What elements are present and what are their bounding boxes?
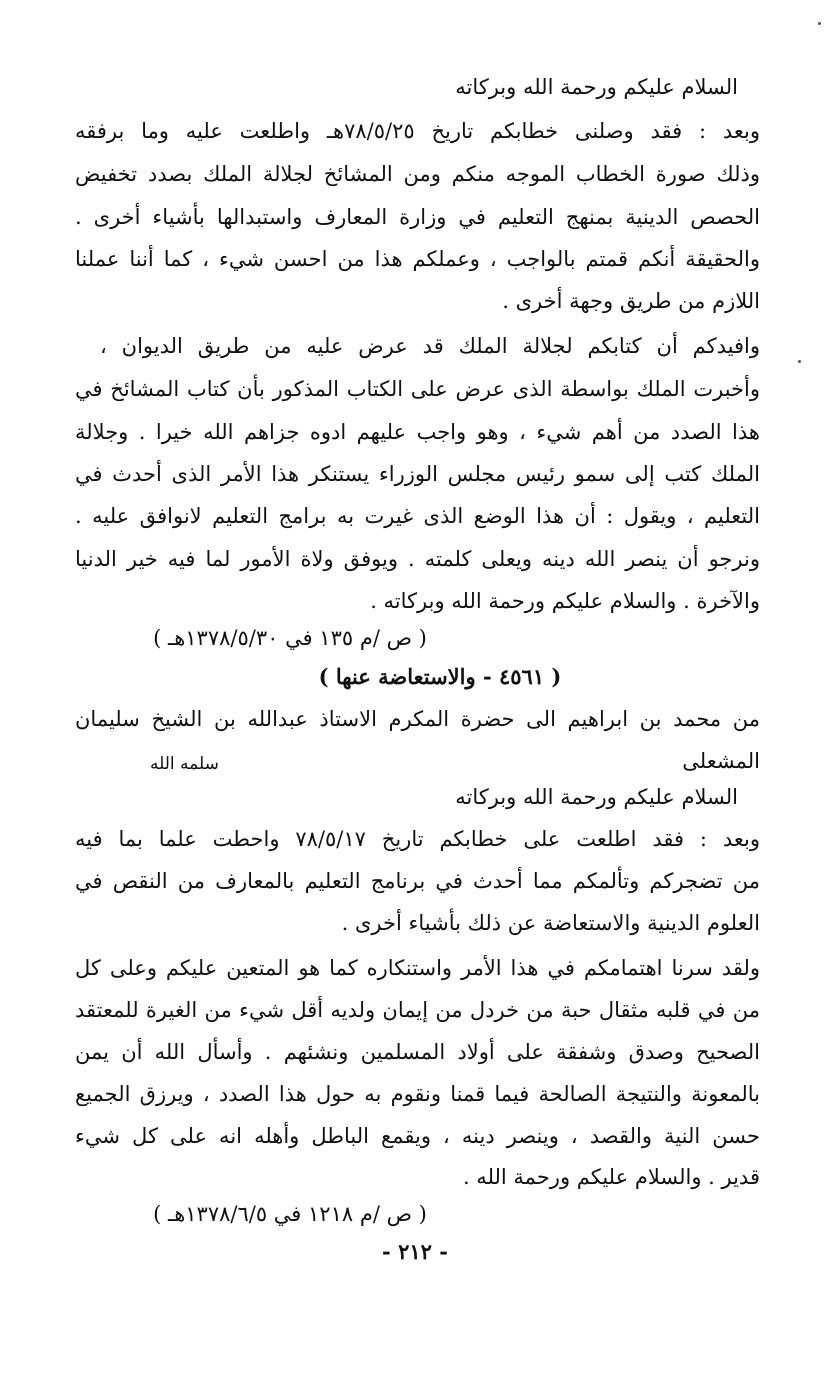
scan-speck (798, 360, 801, 363)
letter2-para1-line2: من تضجركم وتألمكم مما أحدث في برنامج التعليم بالمعارف من النقص في (75, 869, 760, 893)
letter2-header-line2: المشعلى (682, 749, 760, 773)
letter1-para2-line2: وأخبرت الملك بواسطة الذى عرض على الكتاب المذكور بأن كتاب المشائخ في (75, 377, 760, 401)
letter1-para1-line5: اللازم من طريق وجهة أخرى . (502, 289, 760, 313)
letter1-para1-line2: وذلك صورة الخطاب الموجه منكم ومن المشائخ لجلالة الملك بصدد تخفيض (75, 162, 760, 186)
letter2-para2-line6: قدير . والسلام عليكم ورحمة الله . (462, 1165, 760, 1189)
letter1-para1-line4: والحقيقة أنكم قمتم بالواجب ، وعملكم هذا من احسن شيء ، كما أننا عملنا (75, 247, 760, 271)
letter1-para2-line4: الملك كتب إلى سمو رئيس مجلس الوزراء يستنكر هذا الأمر الذى أحدث في (75, 462, 760, 486)
letter1-reference: ( ص /م ١٣٥ في ١٣٧٨/٥/٣٠هـ ) (153, 626, 427, 650)
letter1-para1-line3: الحصص الدينية بمنهج التعليم في وزارة المعارف واستبدالها بأشياء أخرى . (75, 205, 760, 229)
letter2-para2-line4: بالمعونة والنتيجة الصالحة فيما قمنا ونقوم به حول هذا الصدد ، ويرزق الجميع (75, 1082, 760, 1106)
letter2-header-line1: من محمد بن ابراهيم الى حضرة المكرم الاستاذ عبدالله بن الشيخ سليمان (75, 707, 760, 731)
letter1-para2-line1: وافيدكم أن كتابكم لجلالة الملك قد عرض عليه من طريق الديوان ، (100, 334, 760, 358)
letter2-para1-line1: وبعد : فقد اطلعت على خطابكم تاريخ ٧٨/٥/١٧ واحطت علما بما فيه (75, 827, 760, 851)
greeting-1: السلام عليكم ورحمة الله وبركاته (455, 75, 738, 99)
letter2-para2-line3: الصحيح وصدق وشفقة على أولاد المسلمين ونشئهم . وأسأل الله أن يمن (75, 1040, 760, 1064)
letter2-para2-line5: حسن النية والقصد ، وينصر دينه ، ويقمع الباطل وأهله انه على كل شيء (75, 1124, 760, 1148)
greeting-2: السلام عليكم ورحمة الله وبركاته (455, 785, 738, 809)
page-number: - ٢١٢ - (382, 1239, 448, 1264)
salutation-right: سلمه الله (150, 754, 219, 774)
letter1-para1-line1: وبعد : فقد وصلنى خطابكم تاريخ ٧٨/٥/٢٥هـ واطلعت عليه وما برفقه (75, 119, 760, 143)
letter1-para3-line2: والآخرة . والسلام عليكم ورحمة الله وبركاته . (370, 589, 760, 613)
letter2-para1-line3: العلوم الدينية والاستعاضة عن ذلك بأشياء أخرى . (341, 911, 760, 935)
letter1-para3-line1: ونرجو أن ينصر الله دينه ويعلى كلمته . ويوفق ولاة الأمور لما فيه خير الدنيا (75, 547, 760, 571)
letter2-reference: ( ص /م ١٢١٨ في ١٣٧٨/٦/٥هـ ) (153, 1202, 427, 1226)
scan-speck (818, 22, 821, 25)
letter2-para2-line2: من في قلبه مثقال حبة من خردل من إيمان ولديه أقل شيء من الغيرة للمعتقد (75, 998, 760, 1022)
letter2-para2-line1: ولقد سرنا اهتمامكم في هذا الأمر واستنكاره كما هو المتعين عليكم وعلى كل (75, 956, 760, 980)
section-heading: ( ٤٥٦١ - والاستعاضة عنها ) (318, 664, 562, 689)
letter1-para2-line3: هذا الصدد من أهم شيء ، وهو واجب عليهم ادوه جزاهم الله خيرا . وجلالة (75, 420, 760, 444)
letter1-para2-line5: التعليم ، ويقول : أن هذا الوضع الذى غيرت به برامج التعليم لانوافق عليه . (75, 504, 760, 528)
